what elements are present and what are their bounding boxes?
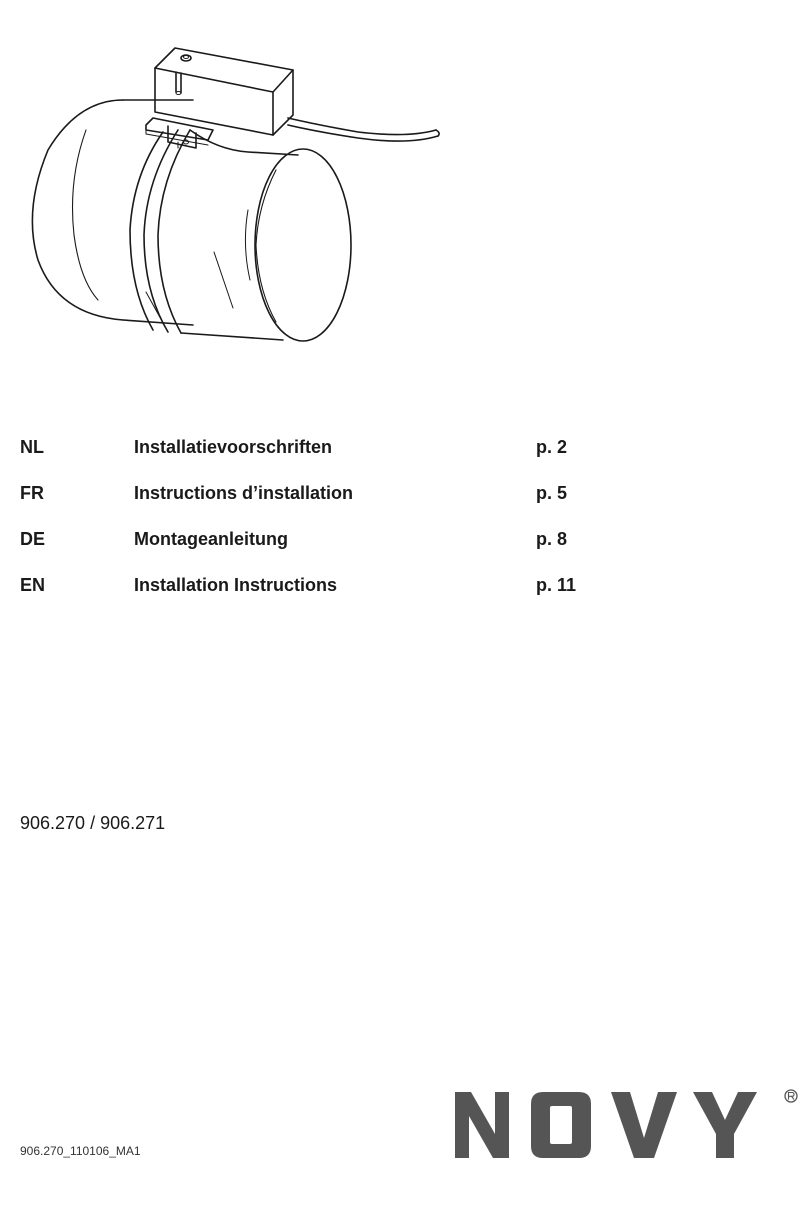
toc-page-number: p. 11 <box>536 575 577 595</box>
model-numbers: 906.270 / 906.271 <box>20 813 166 833</box>
toc-language-code: NL <box>20 437 44 457</box>
toc-row-en <box>20 572 620 618</box>
toc-page-number: p. 2 <box>536 437 568 457</box>
toc-title: Installatievoorschriften <box>134 437 333 457</box>
toc-row-de <box>20 526 620 572</box>
language-table-of-contents <box>20 434 620 618</box>
toc-page-number: p. 5 <box>536 483 568 503</box>
registered-mark-icon <box>785 1090 797 1102</box>
motorized-damper-duct-icon <box>18 30 458 360</box>
toc-page-number: p. 8 <box>536 529 568 549</box>
toc-language-code: EN <box>20 575 46 595</box>
toc-title: Instructions d’installation <box>134 483 354 503</box>
toc-language-code: DE <box>20 529 46 549</box>
toc-row-fr <box>20 480 620 526</box>
document-code: 906.270_110106_MA1 <box>20 1144 141 1158</box>
novy-logo-icon <box>455 1088 800 1160</box>
toc-language-code: FR <box>20 483 44 503</box>
toc-title: Installation Instructions <box>134 575 338 595</box>
toc-row-nl <box>20 434 620 480</box>
toc-title: Montageanleitung <box>134 529 288 549</box>
